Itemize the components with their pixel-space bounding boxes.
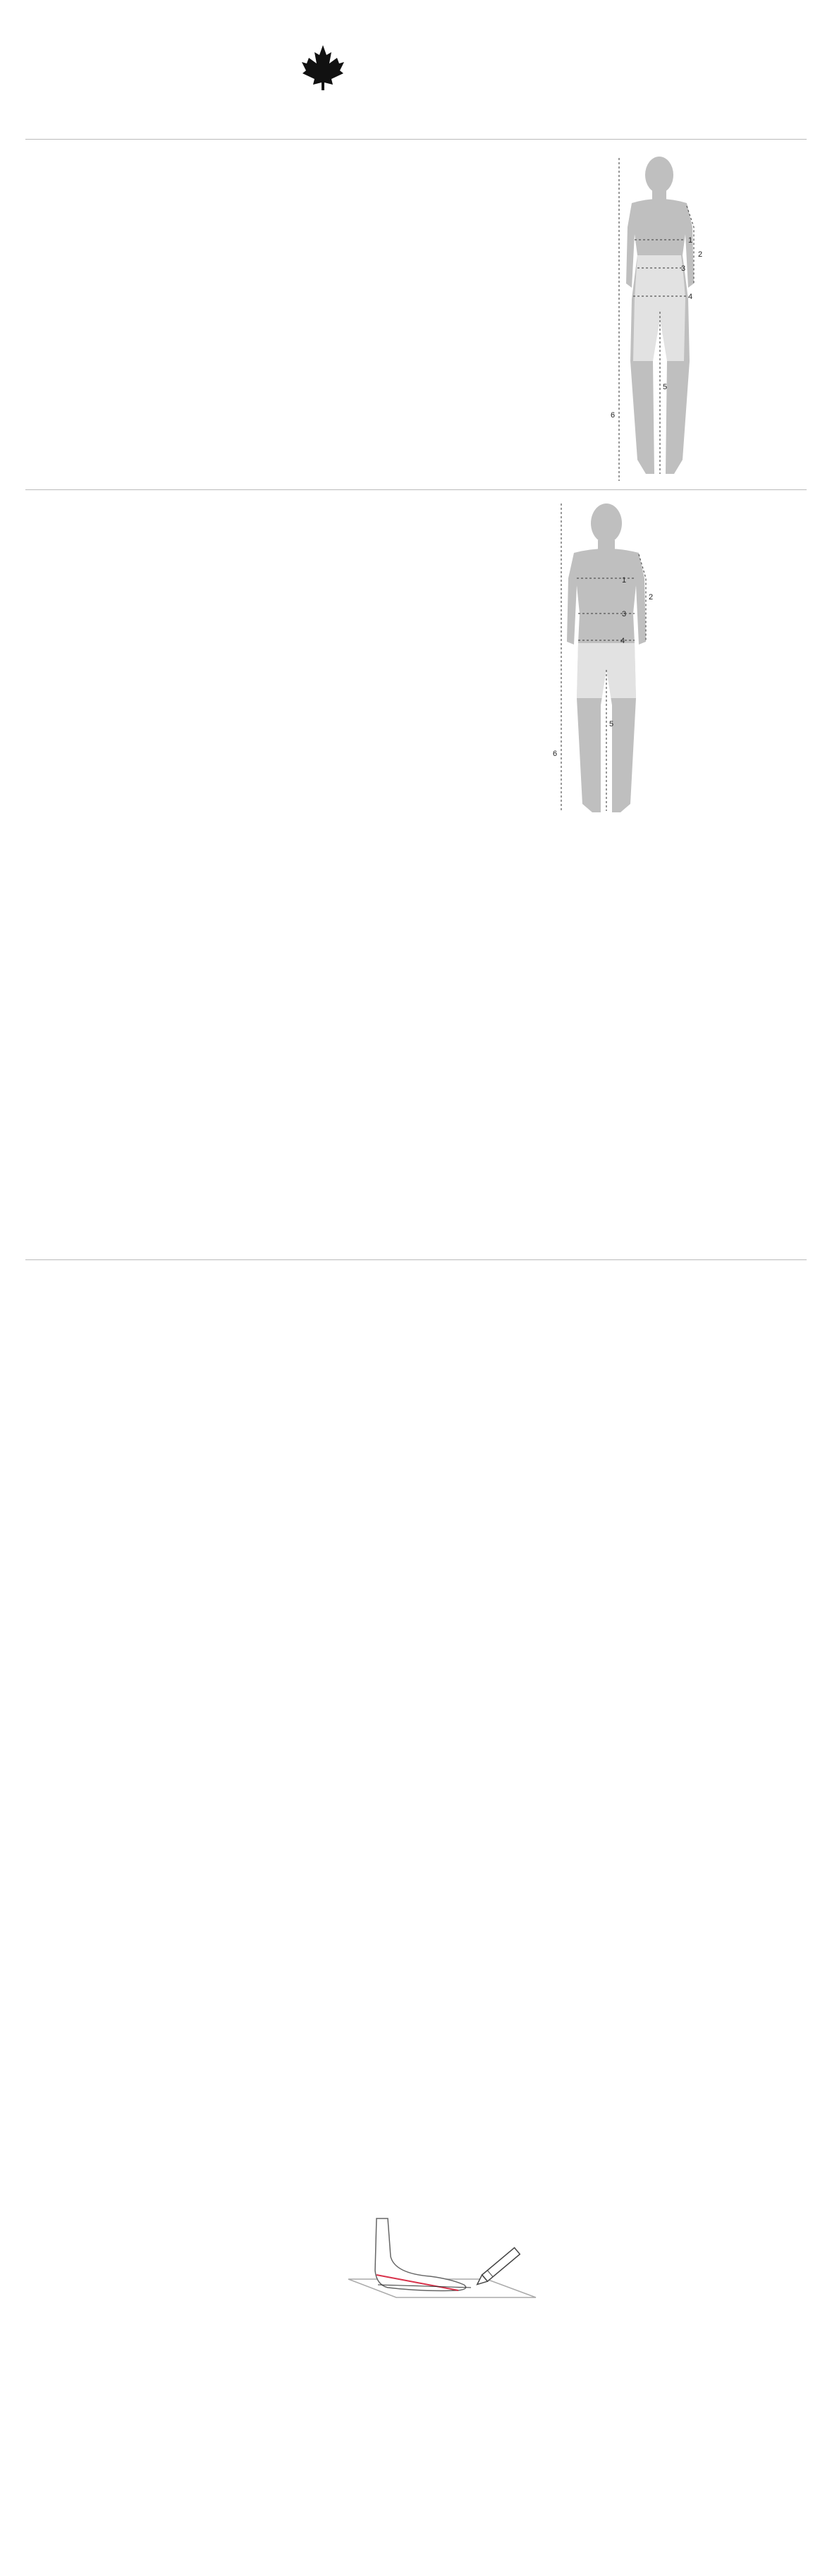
svg-text:4: 4 (688, 293, 693, 301)
svg-text:5: 5 (663, 383, 668, 391)
svg-text:2: 2 (698, 250, 703, 259)
foot-measure-figure (345, 2214, 543, 2320)
svg-text:6: 6 (611, 411, 616, 420)
svg-text:4: 4 (620, 637, 625, 645)
women-body-figure (606, 149, 712, 487)
brand-logo (0, 34, 832, 111)
maple-leaf-icon (300, 44, 345, 90)
men-body-figure (550, 494, 663, 818)
svg-text:1: 1 (688, 236, 693, 245)
divider (25, 489, 807, 490)
divider (25, 139, 807, 140)
svg-text:1: 1 (622, 576, 627, 585)
divider (25, 1259, 807, 1260)
svg-text:3: 3 (681, 264, 686, 273)
svg-text:3: 3 (622, 610, 627, 618)
svg-text:6: 6 (553, 750, 558, 758)
svg-text:5: 5 (609, 720, 614, 728)
svg-text:2: 2 (649, 593, 654, 602)
